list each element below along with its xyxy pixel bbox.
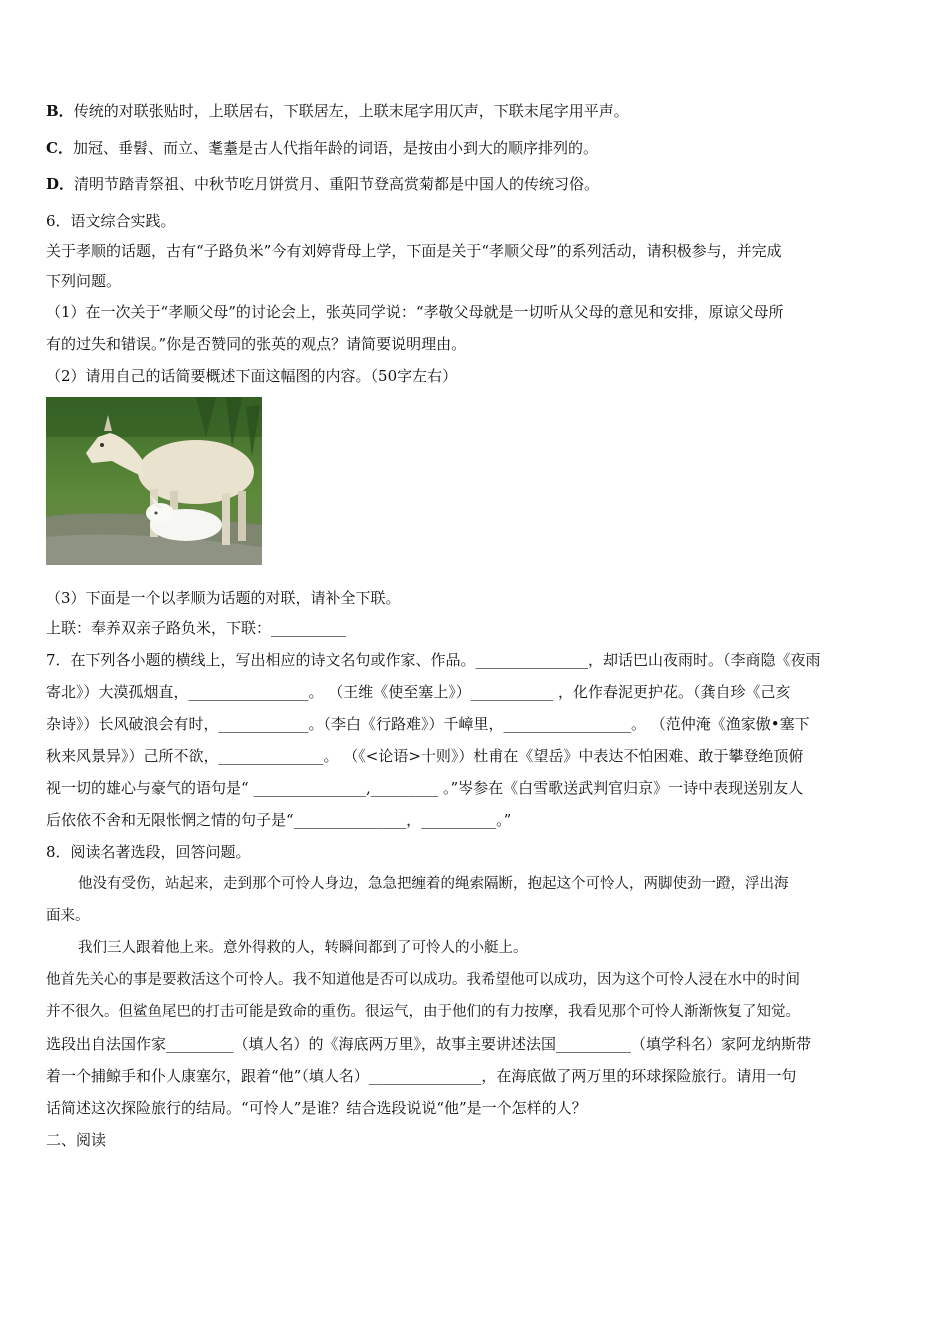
option-b: B．传统的对联张贴时，上联居右，下联居左，上联末尾字用仄声，下联末尾字用平声。	[46, 102, 629, 120]
q6-part2: （2）请用自己的话简要概述下面这幅图的内容。（50字左右）	[46, 366, 458, 385]
section-2-heading: 二、阅读	[46, 1130, 107, 1149]
q8-question-2: 着一个捕鲸手和仆人康塞尔，跟着“他”（填人名）_______________，在海底做了两万里的环球探险旅行。请用一句	[46, 1066, 797, 1085]
q8-excerpt-3: 他首先关心的事是要救活这个可怜人。我不知道他是否可以成功。我希望他可以成功，因为这个可怜人浸在水中的时间	[46, 971, 800, 988]
q6-part3: （3）下面是一个以孝顺为话题的对联，请补全下联。	[46, 588, 401, 607]
document-page	[46, 100, 908, 1165]
q8-question-1: 选段出自法国作家_________（填人名）的《海底两万里》，故事主要讲述法国__________（填学科名）家阿龙纳斯带	[46, 1034, 812, 1053]
q8-question-3: 话简述这次探险旅行的结局。“可怜人”是谁？结合选段说说“他”是一个怎样的人？	[46, 1098, 587, 1117]
q7-line-3: 杂诗》）长风破浪会有时，____________。（李白《行路难》）千嶂里，_________________。 （范仲淹《渔家傲•塞下	[46, 714, 810, 733]
q7-line-6: 后依依不舍和无限怅惘之情的句子是“_______________，__________。”	[46, 810, 512, 829]
goat-nursing-kid-photo	[46, 397, 262, 565]
q7-line-5: 视一切的雄心与豪气的语句是“ _______________,_________ 。”岑参在《白雪歌送武判官归京》一诗中表现送别友人	[46, 778, 804, 797]
q8-excerpt-3-cont: 并不很久。但鲨鱼尾巴的打击可能是致命的重伤。很运气，由于他们的有力按摩，我看见那个可怜人渐渐恢复了知觉。	[46, 1003, 800, 1020]
q6-part1-cont: 有的过失和错误。”你是否赞同的张英的观点？请简要说明理由。	[46, 334, 467, 353]
q8-excerpt-2: 我们三人跟着他上来。意外得救的人，转瞬间都到了可怜人的小艇上。	[78, 939, 528, 956]
q7-line-2: 寄北》）大漠孤烟直，________________。 （王维《使至塞上》）___________ ，化作春泥更护花。（龚自珍《己亥	[46, 682, 791, 701]
q6-part3-couplet: 上联：奉养双亲子路负米，下联：__________	[46, 618, 347, 637]
q6-intro: 关于孝顺的话题，古有“子路负米”今有刘婷背母上学，下面是关于“孝顺父母”的系列活动，请积极参与，并完成	[46, 241, 782, 260]
q6-part1: （1）在一次关于“孝顺父母”的讨论会上，张英同学说：“孝敬父母就是一切听从父母的意见和安排，原谅父母所	[46, 302, 784, 321]
q8-title: 8．阅读名著选段，回答问题。	[46, 842, 251, 861]
q7-line-4: 秋来风景异》）己所不欲，______________。 （《<论语>十则》）杜甫在《望岳》中表达不怕困难、敢于攀登绝顶俯	[46, 746, 804, 765]
q7-line-1: 7．在下列各小题的横线上，写出相应的诗文名句或作家、作品。_______________，却话巴山夜雨时。（李商隐《夜雨	[46, 650, 821, 669]
q8-excerpt-1: 他没有受伤，站起来，走到那个可怜人身边，急急把缠着的绳索隔断，抱起这个可怜人，两脚使劲一蹬，浮出海	[78, 875, 789, 892]
q8-excerpt-1-cont: 面来。	[46, 907, 90, 924]
option-c: C．加冠、垂髫、而立、耄耋是古人代指年龄的词语，是按由小到大的顺序排列的。	[46, 138, 598, 157]
q6-title: 6．语文综合实践。	[46, 211, 176, 230]
option-d: D．清明节踏青祭祖、中秋节吃月饼赏月、重阳节登高赏菊都是中国人的传统习俗。	[46, 175, 600, 193]
q6-intro-cont: 下列问题。	[46, 271, 122, 290]
